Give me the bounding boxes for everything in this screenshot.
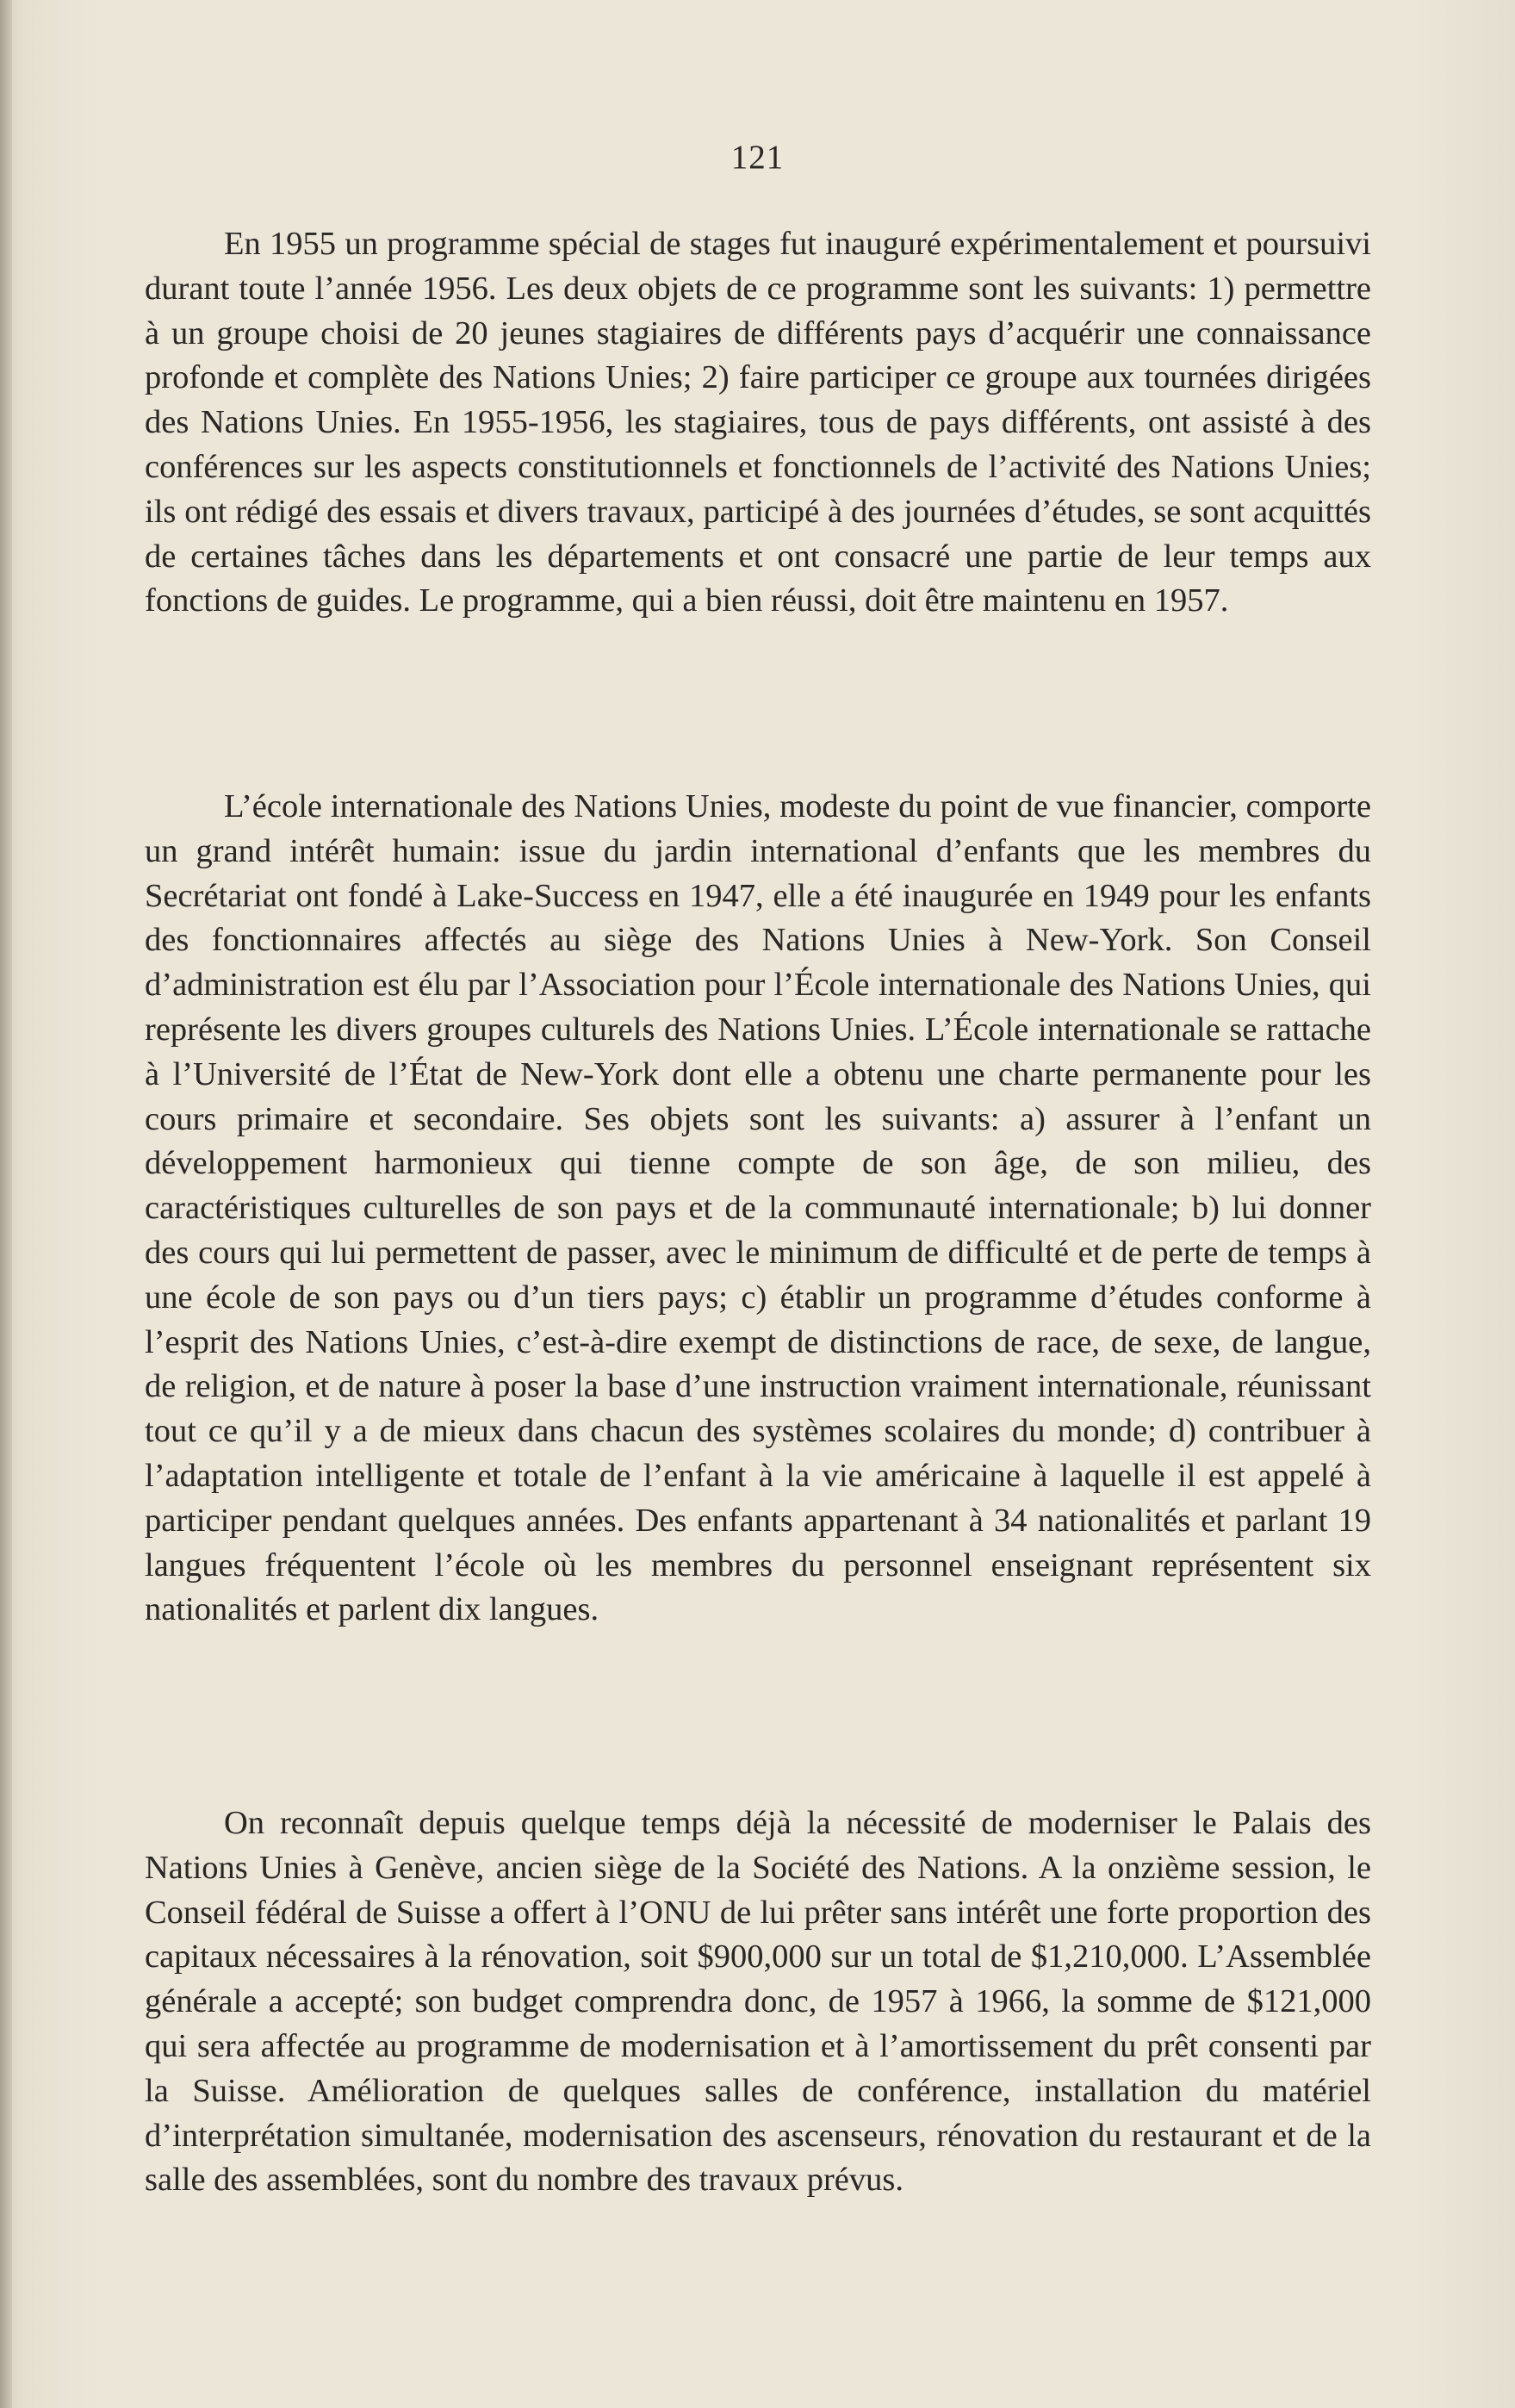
book-binding-edge — [0, 0, 12, 2408]
paragraph-internship-program: En 1955 un programme spécial de stages fut inauguré expérimentalement et poursuivi durant toute l’année 1956. Les deux objets de ce programme sont les suivants: 1) permettre à un groupe choisi de 20 jeunes stagiaires de différents pays d’acquérir une connaissance profonde et complète des Nations Unies; 2) faire participer ce groupe aux tournées dirigées des Nations Unies. En 1955-1956, les stagiaires, tous de pays différents, ont assisté à des conférences sur les aspects constitutionnels et fonctionnels de l’activité des Nations Unies; ils ont rédigé des essais et divers travaux, participé à des journées d’études, se sont acquittés de certaines tâches dans les départements et ont consacré une partie de leur temps aux fonctions de guides. Le programme, qui a bien réussi, doit être maintenu en 1957. — [145, 226, 1371, 619]
paragraph-international-school: L’école internationale des Nations Unies, modeste du point de vue financier, comporte un grand intérêt humain: issue du jardin international d’enfants que les membres du Secrétariat ont fondé à Lake-Success en 1947, elle a été inaugurée en 1949 pour les enfants des fonctionnaires affectés au siège des Nations Unies à New-York. Son Conseil d’administration est élu par l’Association pour l’École internationale des Nations Unies, qui représente les divers groupes culturels des Nations Unies. L’École internationale se rattache à l’Université de l’État de New-York dont elle a obtenu une charte permanente pour les cours primaire et secondaire. Ses objets sont les suivants: a) assurer à l’enfant un développement harmonieux qui tienne compte de son âge, de son milieu, des caractéristiques culturelles de son pays et de la communauté internationale; b) lui donner des cours qui lui permettent de passer, avec le minimum de difficulté et de perte de temps à une école de son pays ou d’un tiers pays; c) établir un programme d’études conforme à l’esprit des Nations Unies, c’est-à-dire exempt de distinctions de race, de sexe, de langue, de religion, et de nature à poser la base d’une instruction vraiment internationale, réunissant tout ce qu’il y a de mieux dans chacun des systèmes scolaires du monde; d) contribuer à l’adaptation intelligente et totale de l’enfant à la vie américaine à laquelle il est appelé à participer pendant quelques années. Des enfants appartenant à 34 nationalités et parlant 19 langues fréquentent l’école où les membres du personnel enseignant représentent six nationalités et parlent dix langues. — [145, 788, 1371, 1628]
paragraph-geneva-palace: On reconnaît depuis quelque temps déjà la nécessité de moderniser le Palais des Nations Unies à Genève, ancien siège de la Société des Nations. A la onzième session, le Conseil fédéral de Suisse a offert à l’ONU de lui prêter sans intérêt une forte proportion des capitaux nécessaires à la rénovation, soit $900,000 sur un total de $1,210,000. L’Assemblée générale a accepté; son budget comprendra donc, de 1957 à 1966, la somme de $121,000 qui sera affectée au programme de modernisation et à l’amortissement du prêt consenti par la Suisse. Amélioration de quelques salles de conférence, installation du matériel d’interprétation simultanée, modernisation des ascenseurs, rénovation du restaurant et de la salle des assemblées, sont du nombre des travaux prévus. — [145, 1805, 1371, 2199]
page-number: 121 — [730, 139, 785, 176]
